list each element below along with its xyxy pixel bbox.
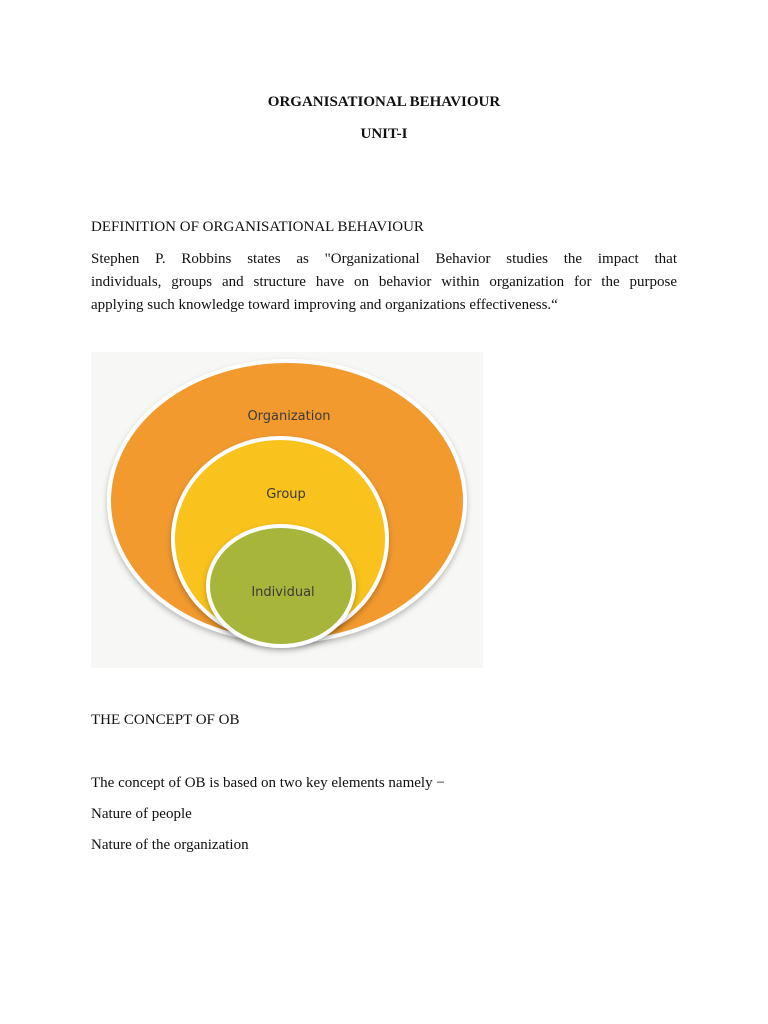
definition-heading: DEFINITION OF ORGANISATIONAL BEHAVIOUR <box>91 219 424 235</box>
concept-item: Nature of the organization <box>91 837 249 853</box>
document-subtitle: UNIT-I <box>360 126 408 142</box>
document-title: ORGANISATIONAL BEHAVIOUR <box>267 94 501 110</box>
concept-heading: THE CONCEPT OF OB <box>91 712 240 728</box>
definition-line: individuals, groups and structure have on behavior within organization for the purpose <box>91 274 677 290</box>
definition-line: applying such knowledge toward improving and organizations effectiveness.“ <box>91 297 558 313</box>
definition-line: Stephen P. Robbins states as "Organizational Behavior studies the impact that <box>91 251 677 267</box>
ob-levels-svg <box>91 352 483 668</box>
group-label: Group <box>266 487 306 502</box>
concept-intro: The concept of OB is based on two key elements namely − <box>91 775 445 791</box>
concept-item: Nature of people <box>91 806 192 822</box>
ob-levels-diagram <box>91 352 483 668</box>
organization-label: Organization <box>247 409 331 424</box>
definition-paragraph <box>91 248 677 317</box>
individual-label: Individual <box>251 585 315 600</box>
